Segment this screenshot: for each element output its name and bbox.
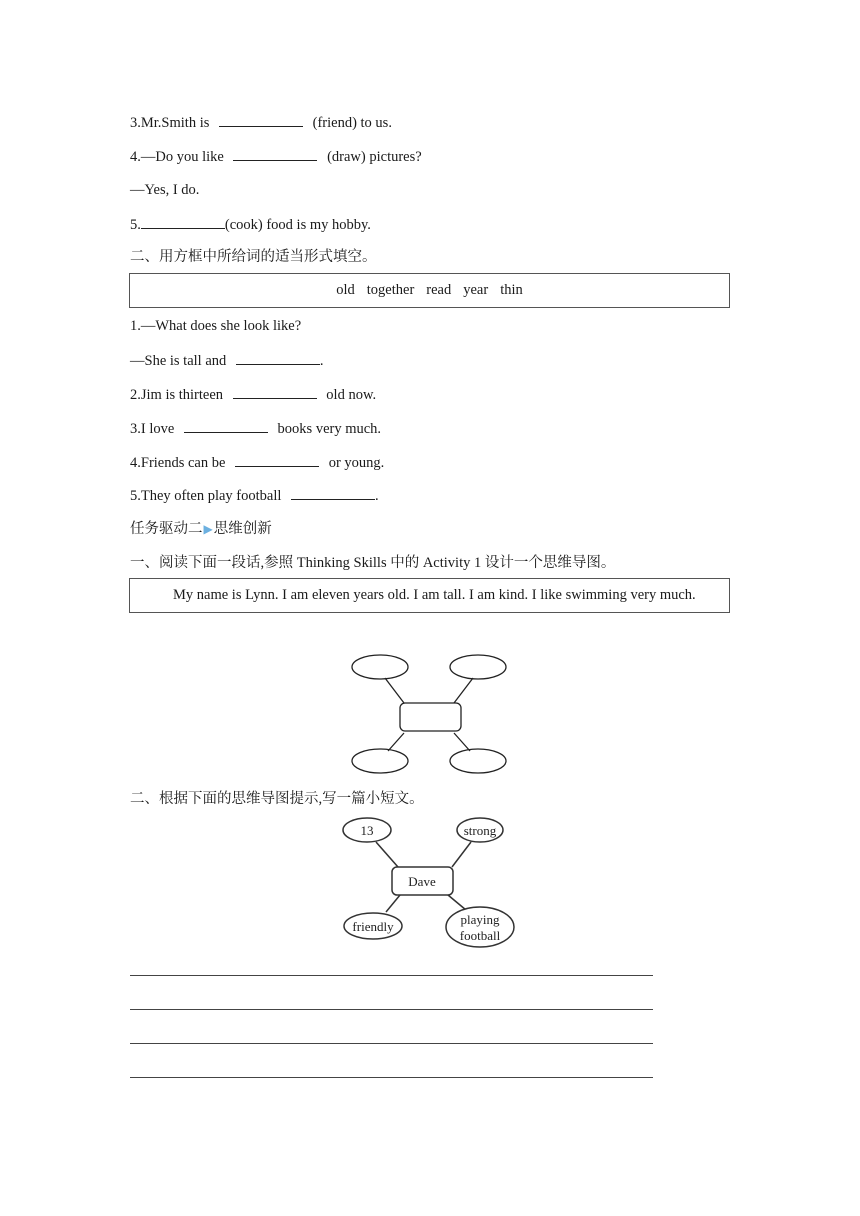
- task-subtitle: 思维创新: [213, 521, 272, 537]
- section2-title: 二、用方框中所给词的适当形式填空。: [130, 249, 377, 265]
- question-text: .: [375, 488, 379, 504]
- word-box: [129, 273, 730, 308]
- question-text: 3.Mr.Smith is: [130, 115, 210, 131]
- question-text: .: [319, 353, 324, 369]
- question-text: 5.They often play football: [130, 488, 282, 504]
- answer-blank[interactable]: [141, 215, 225, 229]
- answer-4: —Yes, I do.: [130, 182, 200, 198]
- word-option: together: [366, 282, 415, 298]
- question-text: (draw) pictures?: [327, 149, 422, 165]
- answer-blank[interactable]: [219, 113, 303, 127]
- connector-line: [454, 733, 470, 751]
- arrow-icon: ▶: [203, 522, 213, 536]
- question-text: 4.Friends can be: [130, 455, 226, 471]
- task2-heading: [130, 520, 272, 538]
- connector-line: [376, 842, 398, 867]
- s2-question-5: [130, 486, 379, 505]
- part1-title: 一、阅读下面一段话,参照 Thinking Skills 中的 Activity 1 设计一个思维导图。: [130, 555, 616, 571]
- connector-line: [386, 895, 400, 912]
- part2-title: 二、根据下面的思维导图提示,写一篇小短文。: [130, 791, 424, 807]
- s2-question-4: [130, 453, 384, 472]
- s2-question-2: [130, 385, 376, 404]
- answer-blank[interactable]: [236, 351, 320, 365]
- connector-line: [452, 842, 471, 867]
- connector-line: [454, 678, 473, 703]
- answer-blank[interactable]: [235, 453, 319, 467]
- word-option: read: [426, 282, 452, 298]
- question-text: 3.I love: [130, 421, 175, 437]
- paragraph-text: My name is Lynn. I am eleven years old. I am tall. I am kind. I like swimming very much.: [173, 587, 696, 603]
- s2-question-3: [130, 419, 381, 438]
- question-text: old now.: [326, 387, 377, 403]
- empty-mind-map: [340, 648, 520, 780]
- node-top-right-label: strong: [463, 823, 497, 838]
- connector-line: [448, 895, 466, 910]
- node-bottom-right-label-1: playing: [460, 912, 500, 927]
- question-text: (friend) to us.: [312, 115, 392, 131]
- question-text: or young.: [328, 455, 385, 471]
- paragraph-box: [129, 578, 730, 613]
- question-text: 4.—Do you like: [130, 149, 224, 165]
- connector-line: [385, 678, 404, 703]
- s2-answer-1: [130, 351, 324, 370]
- writing-line[interactable]: [130, 1077, 653, 1078]
- empty-center-box[interactable]: [400, 703, 461, 731]
- question-text: 5.: [130, 217, 141, 233]
- answer-blank[interactable]: [233, 147, 317, 161]
- word-option: year: [463, 282, 489, 298]
- question-text: —She is tall and: [130, 353, 227, 369]
- empty-oval-top-right[interactable]: [450, 655, 506, 679]
- writing-line[interactable]: [130, 1009, 653, 1010]
- empty-oval-bottom-right[interactable]: [450, 749, 506, 773]
- question-4: [130, 147, 422, 166]
- question-text: (cook) food is my hobby.: [224, 217, 371, 233]
- connector-line: [388, 733, 404, 751]
- center-label: Dave: [408, 874, 436, 889]
- node-bottom-left-label: friendly: [352, 919, 394, 934]
- dave-mind-map: [338, 815, 522, 953]
- node-bottom-right-label-2: football: [459, 928, 501, 943]
- s2-question-1: 1.—What does she look like?: [130, 318, 302, 334]
- task-title: 任务驱动二: [130, 521, 203, 537]
- answer-blank[interactable]: [291, 486, 375, 500]
- answer-blank[interactable]: [233, 385, 317, 399]
- empty-oval-top-left[interactable]: [352, 655, 408, 679]
- answer-blank[interactable]: [184, 419, 268, 433]
- question-text: 2.Jim is thirteen: [130, 387, 224, 403]
- question-3: [130, 113, 392, 132]
- question-5: [130, 215, 371, 234]
- node-top-left-label: 13: [360, 823, 374, 838]
- question-text: books very much.: [277, 421, 382, 437]
- word-option: old: [336, 282, 355, 298]
- word-option: thin: [500, 282, 523, 298]
- writing-line[interactable]: [130, 975, 653, 976]
- writing-line[interactable]: [130, 1043, 653, 1044]
- empty-oval-bottom-left[interactable]: [352, 749, 408, 773]
